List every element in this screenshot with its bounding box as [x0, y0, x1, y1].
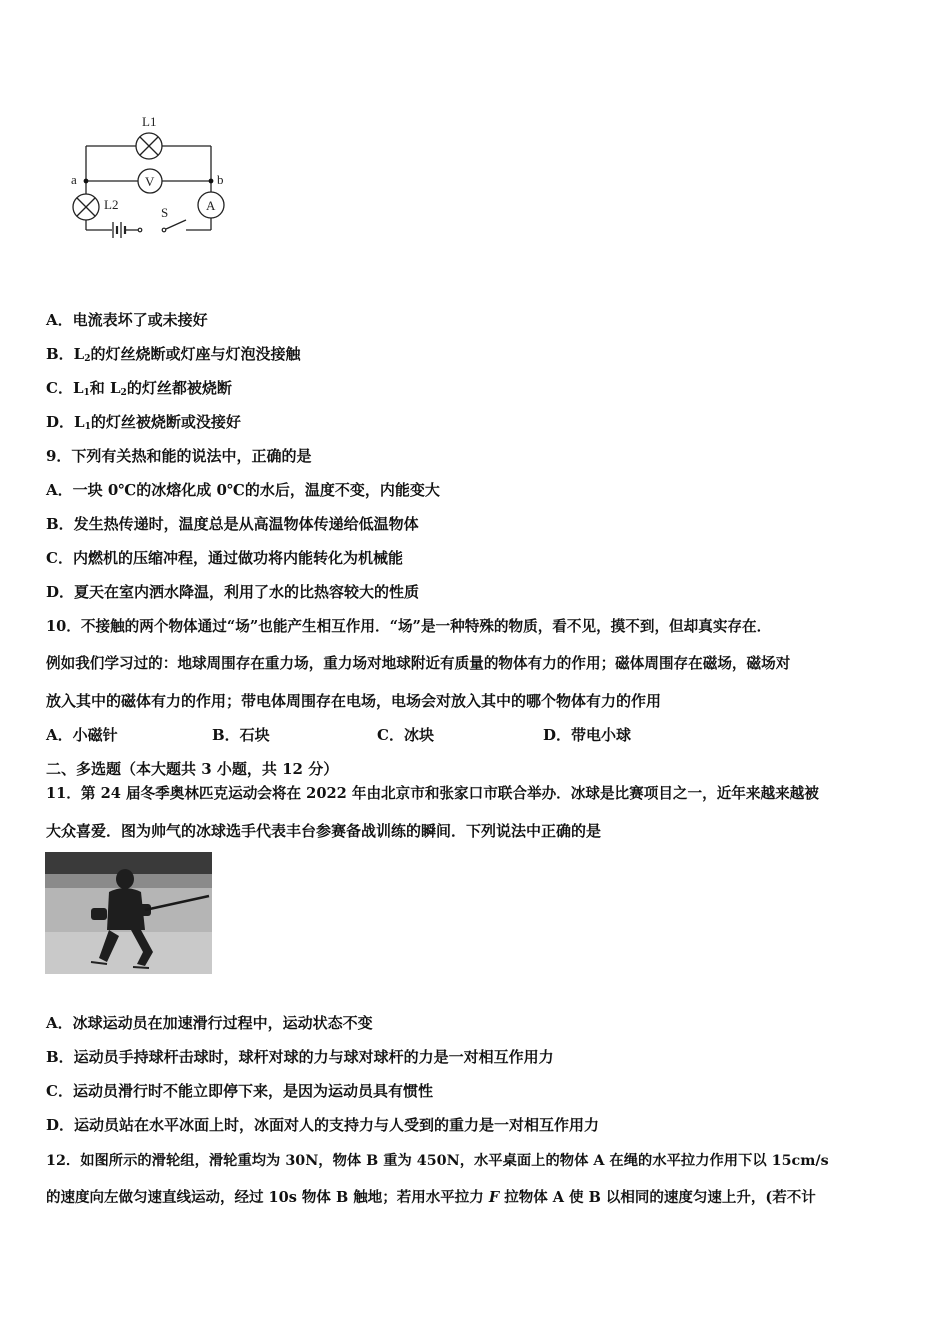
section-heading-multiple-choice: 二、多选题（本大题共 3 小题，共 12 分）: [46, 760, 339, 778]
label-b: b: [217, 172, 224, 187]
ice-hockey-player-photo: [45, 852, 212, 974]
q10-stem-line2: 例如我们学习过的：地球周围存在重力场，重力场对地球附近有质量的物体有力的作用；磁体周围存在磁场，磁场对: [46, 655, 791, 672]
q11-option-b: B．运动员手持球杆击球时，球杆对球的力与球对球杆的力是一对相互作用力: [46, 1048, 554, 1066]
label-A: A: [206, 198, 216, 213]
q8-option-b: B．$L_2$的灯丝烧断或灯座与灯泡没接触: [46, 345, 301, 364]
q11-stem-line1: 11．第 24 届冬季奥林匹克运动会将在 2022 年由北京市和张家口市联合举办．冰球是比赛项目之一，近年来越来越被: [46, 785, 819, 802]
q8-option-a: A．电流表坏了或未接好: [46, 311, 208, 329]
q9-option-b: B．发生热传递时，温度总是从高温物体传递给低温物体: [46, 515, 419, 533]
q11-option-c: C．运动员滑行时不能立即停下来，是因为运动员具有惯性: [46, 1082, 433, 1100]
q10-option-c: C．冰块: [377, 726, 434, 744]
label-S: S: [161, 205, 169, 220]
label-V: V: [145, 174, 155, 189]
q9-stem: 9．下列有关热和能的说法中，正确的是: [46, 447, 312, 465]
q11-option-d: D．运动员站在水平冰面上时，冰面对人的支持力与人受到的重力是一对相互作用力: [46, 1116, 600, 1134]
q12-stem-line2: 的速度向左做匀速直线运动，经过 10s 物体 B 触地；若用水平拉力 F 拉物体 A 使 B 以相同的速度匀速上升，(若不计: [46, 1189, 816, 1206]
q10-stem-line1: 10．不接触的两个物体通过“场”也能产生相互作用．“场”是一种特殊的物质，看不见，摸不到，但却真实存在．: [46, 618, 772, 635]
q8-option-c: C．$L_1$和 $L_2$的灯丝都被烧断: [46, 379, 232, 398]
switch-icon: [138, 228, 166, 232]
q12-stem-line1: 12．如图所示的滑轮组，滑轮重均为 30N，物体 B 重为 450N，水平桌面上的物体 A 在绳的水平拉力作用下以 15cm/s: [46, 1153, 829, 1169]
q9-option-c: C．内燃机的压缩冲程，通过做功将内能转化为机械能: [46, 549, 403, 567]
q8-option-d: D．$L_1$的灯丝被烧断或没接好: [46, 413, 241, 432]
q10-option-a: A．小磁针: [46, 726, 118, 744]
label-L2: L2: [104, 197, 119, 212]
q11-stem-line2: 大众喜爱．图为帅气的冰球选手代表丰台参赛备战训练的瞬间．下列说法中正确的是: [46, 822, 602, 840]
circuit-diagram: [66, 108, 236, 248]
q9-option-a: A．一块 0℃的冰熔化成 0℃的水后，温度不变，内能变大: [46, 481, 440, 499]
label-a: a: [71, 172, 77, 187]
q11-option-a: A．冰球运动员在加速滑行过程中，运动状态不变: [46, 1014, 373, 1032]
battery-icon: [113, 222, 125, 238]
label-L1: L1: [142, 114, 157, 129]
lamp-L1-icon: [136, 133, 162, 159]
q10-option-b: B．石块: [212, 726, 270, 744]
q10-stem-line3: 放入其中的磁体有力的作用；带电体周围存在电场，电场会对放入其中的哪个物体有力的作用: [46, 692, 662, 710]
q9-option-d: D．夏天在室内洒水降温，利用了水的比热容较大的性质: [46, 583, 420, 601]
q10-option-d: D．带电小球: [543, 726, 632, 744]
lamp-L2-icon: [73, 194, 99, 220]
